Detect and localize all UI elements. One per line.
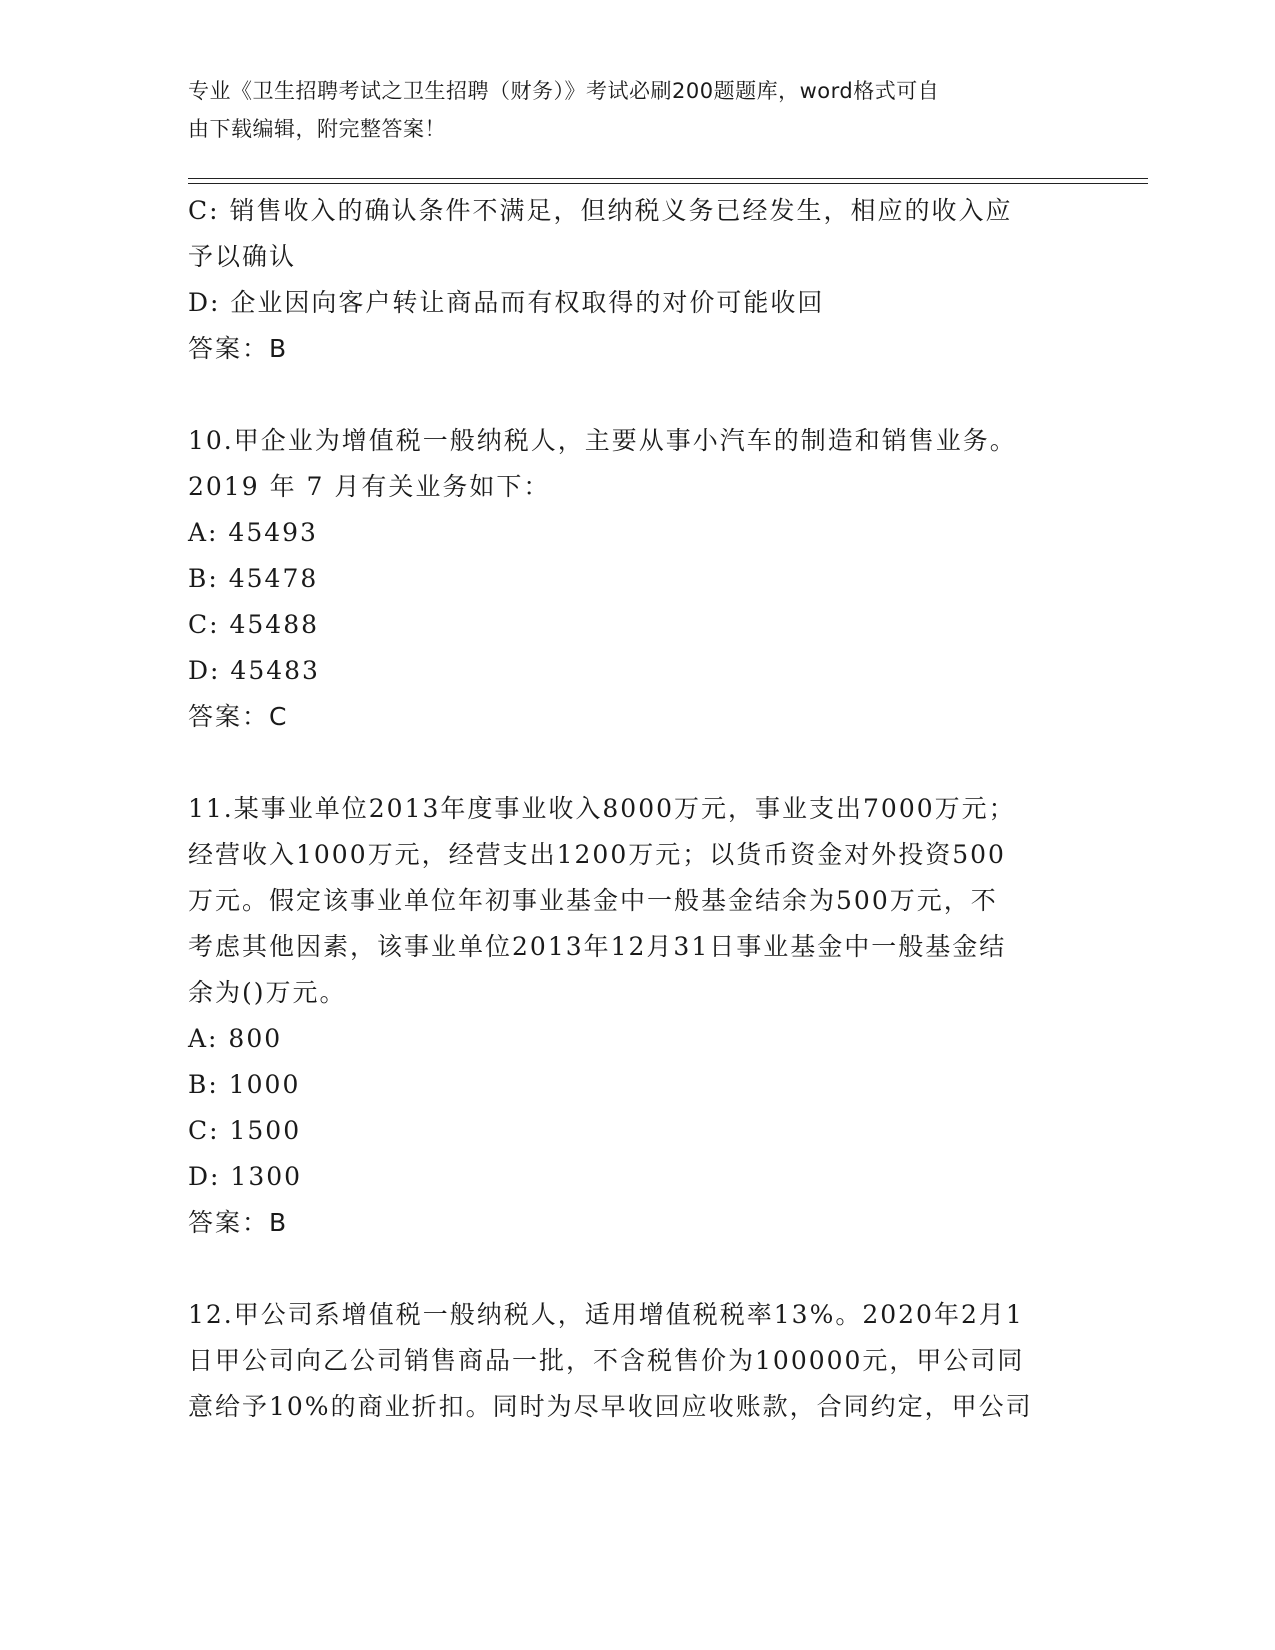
option-b: B: 45478 (188, 564, 319, 593)
question-stem-continued: 意给予10%的商业折扣。同时为尽早收回应收账款，合同约定，甲公司 (188, 1392, 1033, 1421)
question-stem-continued: 万元。假定该事业单位年初事业基金中一般基金结余为500万元，不 (188, 886, 998, 915)
question-stem-continued: 日甲公司向乙公司销售商品一批，不含税售价为100000元，甲公司同 (188, 1346, 1025, 1375)
spacer (188, 740, 1078, 786)
option-d: D: 45483 (188, 656, 320, 685)
question-12 (188, 1292, 1078, 1430)
question-11 (188, 786, 1078, 1246)
document-header (188, 72, 1068, 148)
question-stem-continued: 经营收入1000万元，经营支出1200万元；以货币资金对外投资500 (188, 840, 1006, 869)
option-d: D: 企业因向客户转让商品而有权取得的对价可能收回 (188, 288, 825, 317)
spacer (188, 1246, 1078, 1292)
header-line-1: 专业《卫生招聘考试之卫生招聘（财务）》考试必刷200题题库，word格式可自 (188, 79, 940, 103)
option-a: A: 800 (188, 1024, 283, 1053)
option-d: D: 1300 (188, 1162, 303, 1191)
question-stem: 12.甲公司系增值税一般纳税人，适用增值税税率13%。2020年2月1 (188, 1300, 1024, 1329)
option-a: A: 45493 (188, 518, 318, 547)
option-c: C: 1500 (188, 1116, 302, 1145)
question-stem-continued: 余为()万元。 (188, 978, 347, 1007)
option-c-continued: 予以确认 (188, 242, 297, 271)
header-divider-top (188, 178, 1148, 179)
answer-label: 答案：C (188, 702, 289, 731)
option-c: C: 45488 (188, 610, 320, 639)
question-stem: 10.甲企业为增值税一般纳税人，主要从事小汽车的制造和销售业务。 (188, 426, 1017, 455)
question-content (188, 188, 1078, 1430)
answer-label: 答案：B (188, 334, 289, 363)
header-divider-bottom (188, 183, 1148, 184)
question-10 (188, 418, 1078, 740)
question-stem-continued: 考虑其他因素，该事业单位2013年12月31日事业基金中一般基金结 (188, 932, 1007, 961)
question-stem-continued: 2019 年 7 月有关业务如下： (188, 472, 551, 501)
spacer (188, 372, 1078, 418)
question-stem: 11.某事业单位2013年度事业收入8000万元，事业支出7000万元； (188, 794, 1016, 823)
option-c: C: 销售收入的确认条件不满足，但纳税义务已经发生，相应的收入应 (188, 196, 1013, 225)
header-line-2: 由下载编辑，附完整答案！ (188, 117, 446, 141)
question-9-tail (188, 188, 1078, 372)
answer-label: 答案：B (188, 1208, 289, 1237)
option-b: B: 1000 (188, 1070, 301, 1099)
